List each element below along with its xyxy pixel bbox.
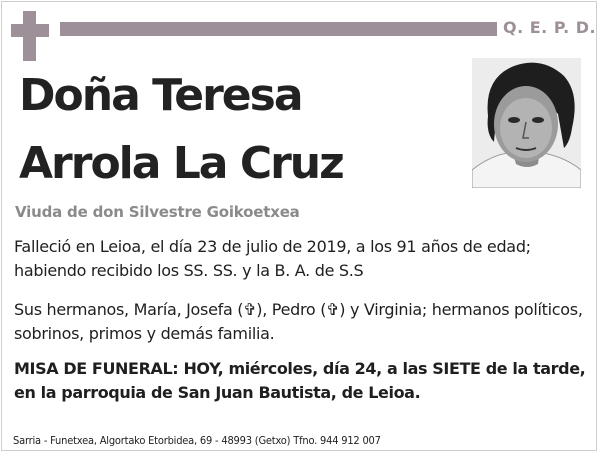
qepd-label: Q. E. P. D.	[503, 18, 597, 37]
latin-cross-icon	[11, 11, 49, 61]
header-rule	[60, 22, 497, 36]
deceased-name-line2: Arrola La Cruz	[19, 138, 343, 189]
cross-horizontal-bar	[11, 24, 49, 37]
funeral-mass-paragraph: MISA DE FUNERAL: HOY, miércoles, día 24, a las SIETE de la tarde, en la parroquia de San Juan Bautista, de Leioa.	[14, 359, 586, 402]
deceased-name-line1: Doña Teresa	[19, 70, 302, 121]
family-paragraph: Sus hermanos, María, Josefa (✞), Pedro (✞) y Virginia; hermanos políticos, sobrinos, primos y demás familia.	[14, 300, 583, 343]
deceased-portrait-photo	[472, 58, 581, 188]
death-announcement-paragraph: Falleció en Leioa, el día 23 de julio de 2019, a los 91 años de edad; habiendo recibido los SS. SS. y la B. A. de S.S	[14, 237, 531, 280]
deceased-subtitle: Viuda de don Silvestre Goikoetxea	[15, 203, 300, 221]
funeral-home-footer: Sarria - Funetxea, Algortako Etorbidea, 69 - 48993 (Getxo) Tfno. 944 912 007	[13, 434, 381, 447]
